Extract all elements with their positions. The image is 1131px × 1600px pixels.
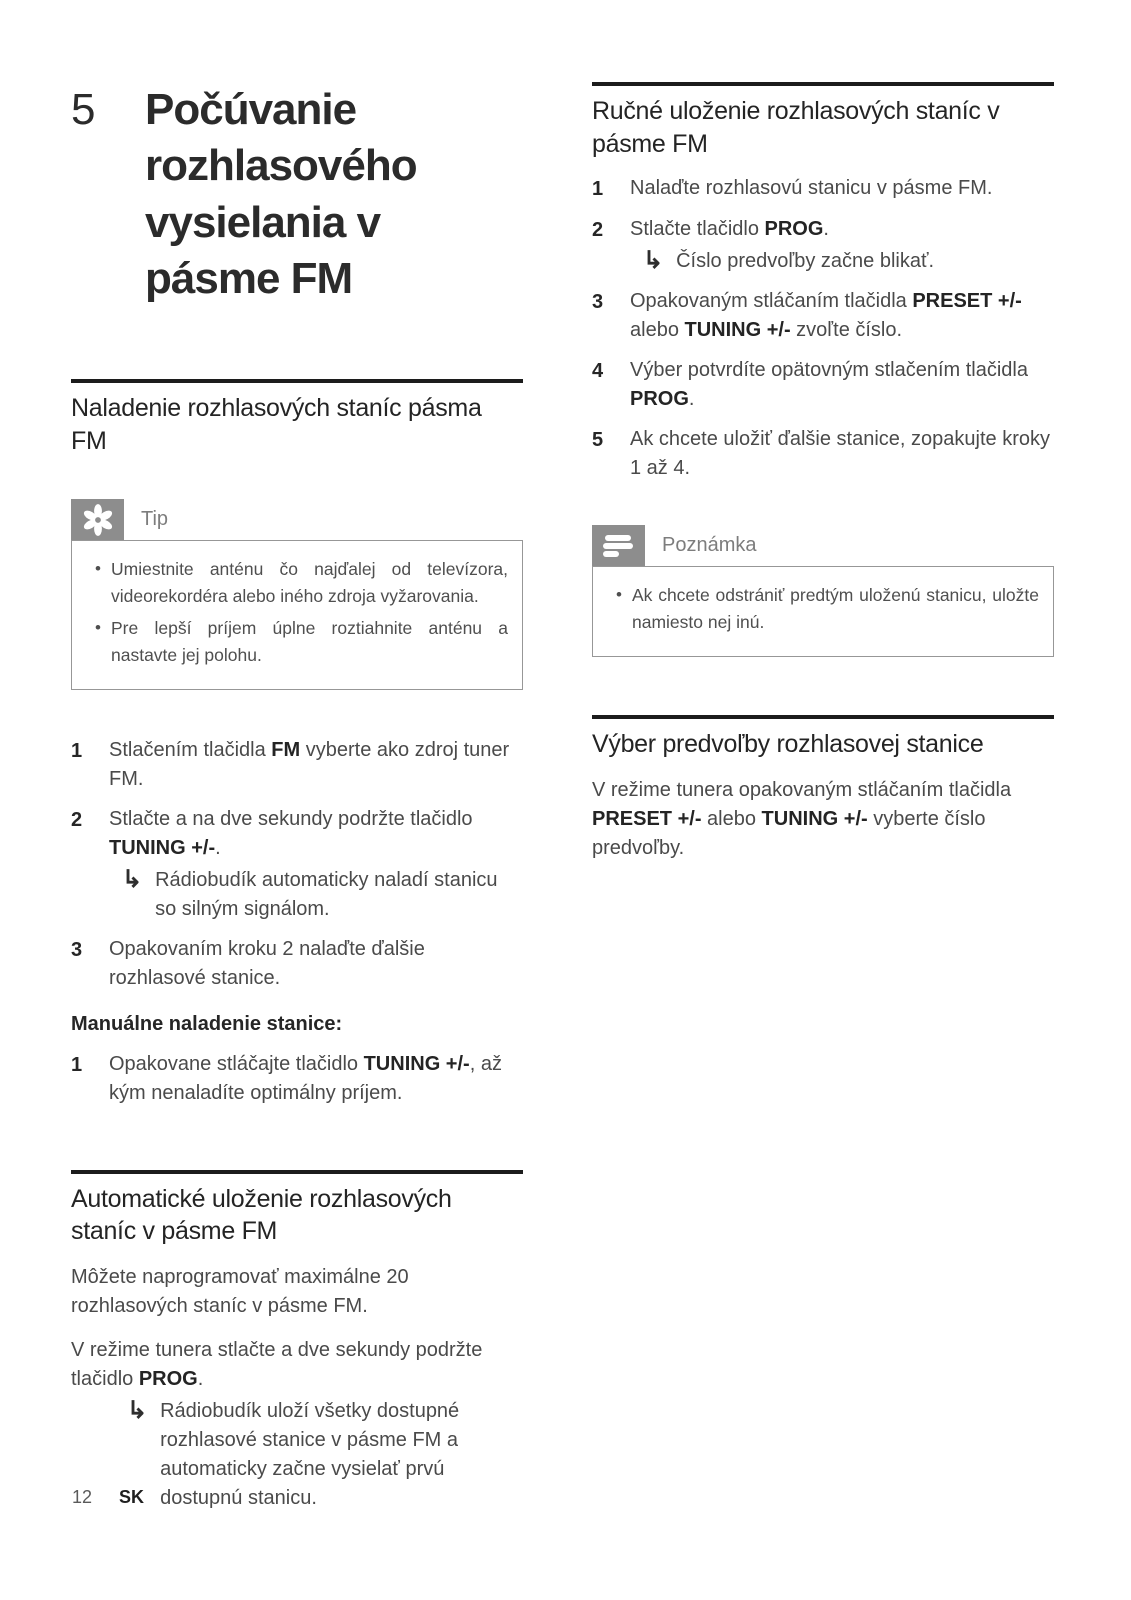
tip-bullet — [85, 556, 512, 610]
manual-tuning-steps — [71, 1050, 523, 1108]
autostore-paragraph: V režime tunera stlačte a dve sekundy podržte tlačidlo PROG. — [71, 1338, 483, 1390]
section-title-preset-select: Výber predvoľby rozhlasovej stanice — [592, 730, 984, 759]
step-number: 2 — [592, 219, 604, 241]
step-text: Stlačením tlačidla FM vyberte ako zdroj tuner FM. — [109, 738, 510, 790]
note-bullet-text: Ak chcete odstrániť predtým uloženú stanicu, uložte namiesto nej inú. — [632, 585, 1039, 633]
step-text: Výber potvrdíte opätovným stlačením tlačidla PROG. — [630, 359, 1028, 410]
tip-box — [71, 499, 523, 690]
section-title-autostore: Automatické uloženie rozhlasových staníc v pásme FM — [71, 1184, 452, 1246]
chapter-number: 5 — [71, 85, 95, 134]
step-item — [71, 935, 523, 993]
step-result — [630, 247, 1054, 276]
step-number: 1 — [71, 739, 83, 762]
step-text: Ak chcete uložiť ďalšie stanice, zopakujte kroky 1 až 4. — [630, 428, 1050, 479]
tuning-steps — [71, 736, 523, 993]
step-text: Opakovane stláčajte tlačidlo TUNING +/-, až kým nenaladíte optimálny príjem. — [109, 1052, 502, 1104]
bullet-icon: • — [95, 617, 101, 637]
step-item — [71, 1050, 523, 1108]
step-item — [592, 215, 1054, 276]
preset-select-paragraph: V režime tunera opakovaným stláčaním tlačidla PRESET +/- alebo TUNING +/- vyberte číslo predvoľby. — [592, 778, 1012, 859]
manual-store-steps — [592, 174, 1054, 483]
asterisk-icon — [71, 499, 124, 540]
page-language: SK — [119, 1487, 145, 1507]
step-result — [109, 866, 523, 924]
tip-body — [71, 540, 523, 690]
step-text: Stlačte a na dve sekundy podržte tlačidlo TUNING +/-. — [109, 807, 473, 859]
autostore-paragraph: Môžete naprogramovať maximálne 20 rozhlasových staníc v pásme FM. — [71, 1265, 409, 1317]
left-column — [71, 82, 523, 1513]
note-label: Poznámka — [662, 534, 757, 556]
step-number: 5 — [592, 429, 604, 451]
step-result-text: Číslo predvoľby začne blikať. — [676, 250, 935, 272]
step-number: 2 — [71, 808, 83, 831]
chapter-heading — [71, 82, 523, 307]
manual-tuning-subheading: Manuálne naladenie stanice: — [71, 1012, 343, 1035]
tip-label: Tip — [141, 508, 169, 531]
tip-bullet-text: Pre lepší príjem úplne roztiahnite anténu a nastavte jej polohu. — [111, 617, 508, 665]
return-arrow-icon: ↳ — [127, 1396, 148, 1424]
autostore-result-text: Rádiobudík uloží všetky dostupné rozhlasové stanice v pásme FM a automaticky začne vysielať prvú dostupnú stanicu. — [160, 1399, 460, 1509]
step-result-text: Rádiobudík automaticky naladí stanicu so silným signálom. — [155, 868, 498, 920]
section-title-tuning: Naladenie rozhlasových staníc pásma FM — [71, 394, 482, 455]
bullet-icon: • — [95, 559, 101, 579]
note-bullet — [606, 582, 1043, 636]
step-number: 1 — [592, 178, 604, 200]
note-header — [592, 525, 1054, 566]
note-box — [592, 525, 1054, 657]
return-arrow-icon: ↳ — [643, 247, 664, 274]
tip-bullet — [85, 615, 512, 669]
section-title-manual-store: Ručné uloženie rozhlasových staníc v pásme FM — [592, 97, 1000, 158]
step-item — [592, 425, 1054, 483]
step-text: Stlačte tlačidlo PROG. — [630, 218, 829, 240]
right-column — [592, 82, 1054, 863]
step-item — [592, 287, 1054, 345]
bullet-icon: • — [616, 585, 622, 604]
step-item — [592, 356, 1054, 414]
note-body — [592, 566, 1054, 657]
step-text: Opakovaním kroku 2 nalaďte ďalšie rozhlasové stanice. — [109, 937, 425, 989]
return-arrow-icon: ↳ — [122, 865, 143, 893]
page-number: 12 — [72, 1487, 93, 1507]
step-text: Opakovaným stláčaním tlačidla PRESET +/- alebo TUNING +/- zvoľte číslo. — [630, 290, 1022, 341]
note-icon — [592, 525, 645, 566]
page-footer — [72, 1487, 144, 1508]
step-item — [71, 805, 523, 924]
step-number: 1 — [71, 1053, 83, 1076]
step-number: 3 — [71, 938, 83, 961]
step-item — [71, 736, 523, 794]
chapter-title: Počúvanie rozhlasového vysielania v pásme FM — [145, 85, 417, 303]
step-item — [592, 174, 1054, 204]
step-number: 4 — [592, 360, 604, 382]
tip-header — [71, 499, 523, 540]
step-number: 3 — [592, 291, 604, 313]
step-text: Nalaďte rozhlasovú stanicu v pásme FM. — [630, 177, 993, 199]
tip-bullet-text: Umiestnite anténu čo najďalej od televízora, videorekordéra alebo iného zdroja vyžarovania. — [111, 559, 508, 607]
